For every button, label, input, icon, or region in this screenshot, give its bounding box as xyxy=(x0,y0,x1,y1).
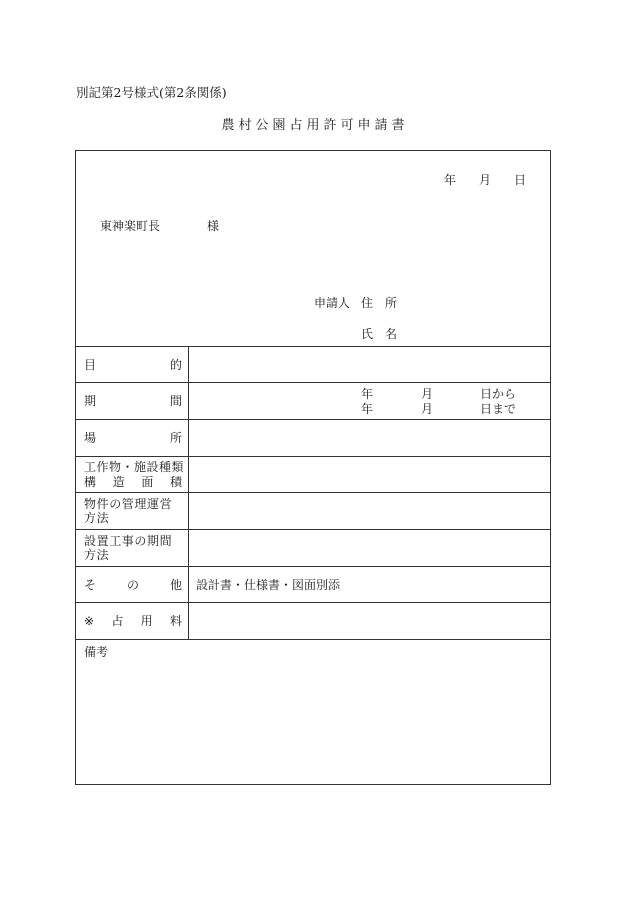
period-to-day: 日まで xyxy=(480,402,517,416)
occupancy-fee-label: ※ 占 用 料 xyxy=(84,614,182,628)
row-divider xyxy=(75,346,550,347)
period-to-year: 年 xyxy=(361,402,374,416)
row-divider xyxy=(75,492,550,493)
row-divider xyxy=(75,529,550,530)
row-divider xyxy=(75,419,550,420)
period-label: 期 間 xyxy=(84,394,182,408)
structure-label-line2: 構 造 面 積 xyxy=(84,475,182,489)
place-label: 場 所 xyxy=(84,431,182,445)
row-divider xyxy=(75,382,550,383)
date-month: 月 xyxy=(479,173,492,187)
construction-period-label: 設置工事の期間方法 xyxy=(84,534,173,562)
applicant-name-label: 氏 名 xyxy=(361,327,398,341)
row-divider xyxy=(75,639,550,640)
period-from-month: 月 xyxy=(421,387,434,401)
document-title: 農村公園占用許可申請書 xyxy=(221,118,409,133)
structure-label-line1: 工作物・施設種類 xyxy=(84,460,185,474)
applicant-address-label: 住 所 xyxy=(361,296,398,310)
form-number-label: 別記第2号様式(第2条関係) xyxy=(76,85,227,100)
date-year: 年 xyxy=(444,173,457,187)
management-method-label: 物件の管理運営方法 xyxy=(84,497,173,525)
date-day: 日 xyxy=(514,173,527,187)
period-from-day: 日から xyxy=(480,387,517,401)
other-value: 設計書・仕様書・図面別添 xyxy=(196,578,341,592)
addressee-honorific: 様 xyxy=(207,219,220,233)
label-column-divider xyxy=(188,346,189,639)
row-divider xyxy=(75,456,550,457)
addressee-name: 東神楽町長 xyxy=(100,219,161,233)
row-divider xyxy=(75,602,550,603)
row-divider xyxy=(75,566,550,567)
other-label: そ の 他 xyxy=(84,578,182,592)
period-from-year: 年 xyxy=(361,387,374,401)
period-to-month: 月 xyxy=(421,402,434,416)
applicant-label: 申請人 xyxy=(314,296,351,310)
purpose-label: 目 的 xyxy=(84,358,182,372)
remarks-label: 備考 xyxy=(84,645,109,659)
